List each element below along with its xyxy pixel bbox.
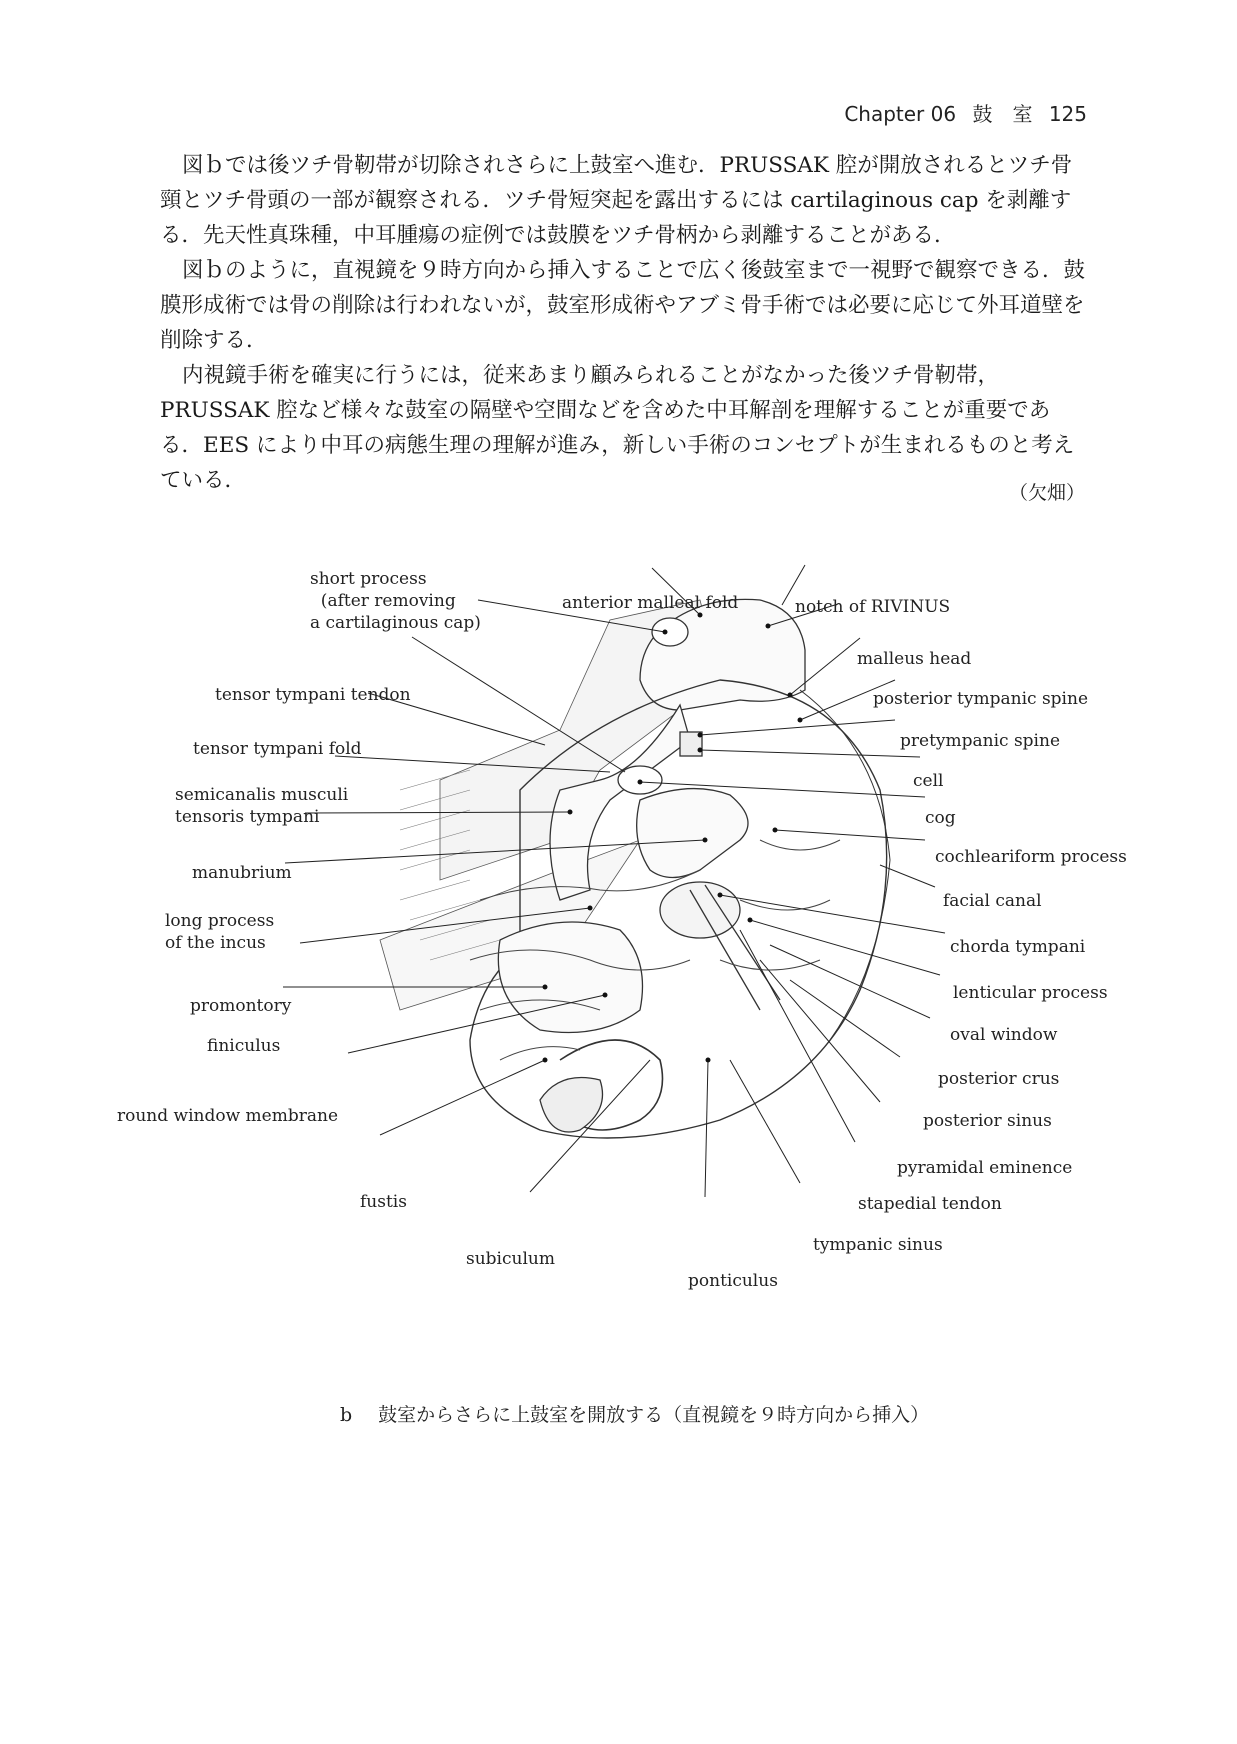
paragraph-1: 図ｂでは後ツチ骨靭帯が切除されさらに上鼓室へ進む．PRUSSAK 腔が開放されるとツチ骨頸とツチ骨頭の一部が観察される．ツチ骨短突起を露出するには cartilaginous cap を剥離する．先天性真珠種，中耳腫瘍の症例では鼓膜をツチ骨柄から剥離することがある．	[160, 153, 1073, 248]
incus-long-process	[637, 789, 748, 878]
label-pyramidal-eminence: pyramidal eminence	[897, 1158, 1073, 1178]
chapter-title: 鼓 室	[972, 102, 1033, 126]
label-posterior-sinus: posterior sinus	[923, 1111, 1052, 1131]
label-posterior-crus: posterior crus	[938, 1069, 1060, 1089]
label-subiculum: subiculum	[466, 1249, 555, 1269]
label-short-process: short process (after removing a cartilaginous cap)	[310, 569, 481, 633]
label-stapedial-tendon: stapedial tendon	[858, 1194, 1002, 1214]
caption-letter: b	[340, 1404, 353, 1426]
label-malleus-head: malleus head	[857, 649, 972, 669]
label-ponticulus: ponticulus	[688, 1271, 778, 1291]
author: （欠畑）	[1008, 482, 1085, 504]
label-semicanalis: semicanalis musculi tensoris tympani	[175, 785, 349, 827]
short-process	[652, 618, 688, 646]
body-text	[160, 148, 1090, 498]
label-cog: cog	[925, 808, 956, 828]
label-fustis: fustis	[360, 1192, 407, 1212]
oval-window-shape	[660, 882, 740, 938]
label-tensor-tympani-tendon: tensor tympani tendon	[215, 685, 411, 705]
promontory-shape	[498, 922, 642, 1033]
chapter-label: Chapter 06	[844, 102, 957, 126]
label-manubrium: manubrium	[192, 863, 292, 883]
label-promontory: promontory	[190, 996, 292, 1016]
label-cell: cell	[913, 771, 944, 791]
label-posterior-tympanic-spine: posterior tympanic spine	[873, 689, 1088, 709]
page-number: 125	[1048, 102, 1087, 126]
label-round-window-membrane: round window membrane	[117, 1106, 339, 1126]
label-pretympanic-spine: pretympanic spine	[900, 731, 1061, 751]
paragraph-3: 内視鏡手術を確実に行うには，従来あまり顧みられることがなかった後ツチ骨靭帯，PRUSSAK 腔など様々な鼓室の隔壁や空間などを含めた中耳解剖を理解することが重要である．EES により中耳の病態生理の理解が進み，新しい手術のコンセプトが生まれるものと考えている．	[160, 363, 1075, 493]
label-lenticular-process: lenticular process	[953, 983, 1108, 1003]
caption-text: 鼓室からさらに上鼓室を開放する（直視鏡を９時方向から挿入）	[378, 1404, 930, 1426]
anatomy-figure	[0, 540, 1237, 1400]
label-notch-of-rivinus: notch of RIVINUS	[795, 597, 951, 617]
fustis-shape	[540, 1078, 603, 1133]
label-finiculus: finiculus	[207, 1036, 281, 1056]
label-long-process: long process of the incus	[165, 911, 275, 953]
label-anterior-malleal-fold: anterior malleal fold	[562, 593, 739, 613]
page-header	[844, 98, 1087, 127]
label-tensor-tympani-fold: tensor tympani fold	[193, 739, 362, 759]
label-facial-canal: facial canal	[943, 891, 1042, 911]
label-tympanic-sinus: tympanic sinus	[813, 1235, 943, 1255]
label-cochleariform-process: cochleariform process	[935, 847, 1127, 867]
paragraph-2: 図ｂのように，直視鏡を９時方向から挿入することで広く後鼓室まで一視野で観察できる．鼓膜形成術では骨の削除は行われないが，鼓室形成術やアブミ骨手術では必要に応じて外耳道壁を削除する．	[160, 258, 1086, 353]
anatomy-drawing	[0, 540, 1237, 1400]
label-oval-window: oval window	[950, 1025, 1058, 1045]
label-chorda-tympani: chorda tympani	[950, 937, 1086, 957]
figure-caption	[340, 1400, 929, 1427]
